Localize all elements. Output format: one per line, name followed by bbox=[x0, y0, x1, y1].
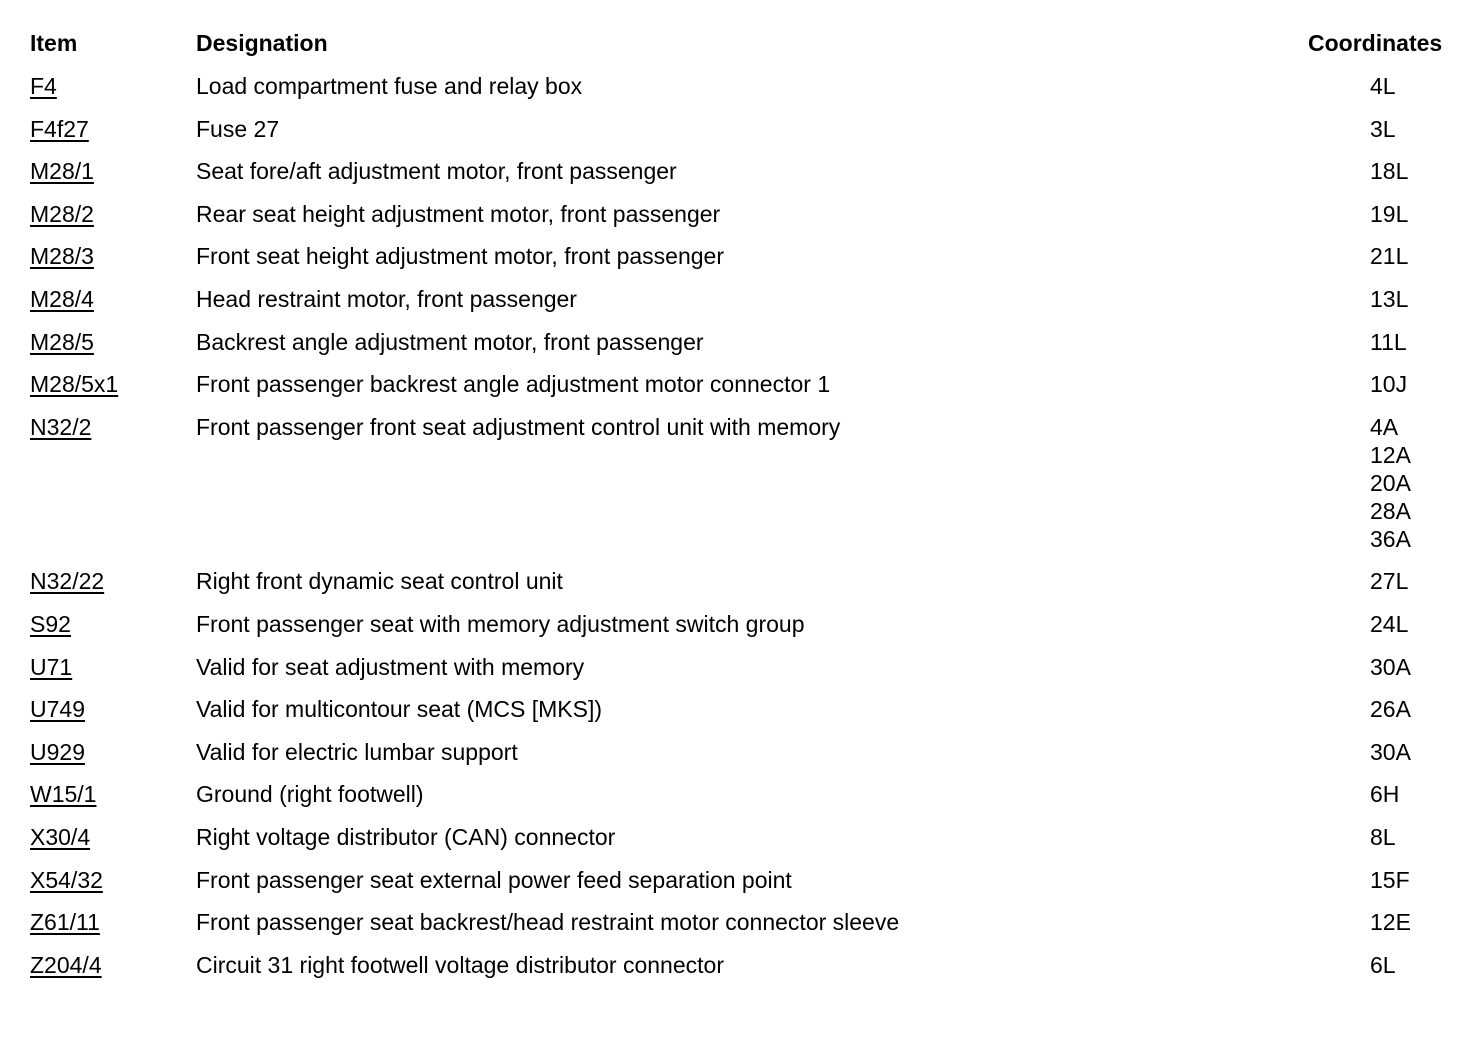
coordinate-value: 28A bbox=[1370, 497, 1411, 524]
coordinates-cell bbox=[1370, 951, 1396, 979]
designation-cell: Right front dynamic seat control unit bbox=[196, 568, 563, 595]
designation-cell: Front passenger seat external power feed separation point bbox=[196, 866, 792, 893]
coordinates-cell bbox=[1370, 72, 1396, 100]
item-link[interactable]: M28/5x1 bbox=[30, 371, 119, 398]
coordinate-value: 21L bbox=[1370, 243, 1409, 270]
item-cell bbox=[30, 610, 71, 638]
coordinates-cell bbox=[1370, 866, 1410, 894]
item-cell bbox=[30, 951, 102, 979]
coordinate-value: 18L bbox=[1370, 158, 1409, 185]
item-link[interactable]: M28/3 bbox=[30, 243, 94, 270]
coordinate-value: 12E bbox=[1370, 909, 1411, 936]
designation-cell: Front passenger front seat adjustment control unit with memory bbox=[196, 413, 841, 440]
designation-cell: Valid for multicontour seat (MCS [MKS]) bbox=[196, 696, 603, 723]
coordinate-value: 30A bbox=[1370, 738, 1411, 765]
item-link[interactable]: N32/2 bbox=[30, 413, 92, 440]
coordinates-cell bbox=[1370, 780, 1399, 808]
coordinates-cell bbox=[1370, 328, 1407, 356]
designation-cell: Front passenger seat backrest/head restraint motor connector sleeve bbox=[196, 909, 900, 936]
item-link[interactable]: M28/5 bbox=[30, 328, 94, 355]
item-cell bbox=[30, 695, 85, 723]
coordinate-value: 20A bbox=[1370, 469, 1411, 496]
designation-cell: Ground (right footwell) bbox=[196, 781, 424, 808]
item-cell bbox=[30, 157, 94, 185]
coordinates-cell bbox=[1370, 653, 1411, 681]
coordinate-value: 19L bbox=[1370, 200, 1409, 227]
item-link[interactable]: N32/22 bbox=[30, 568, 105, 595]
designation-cell: Rear seat height adjustment motor, front passenger bbox=[196, 200, 721, 227]
item-cell bbox=[30, 200, 94, 228]
coordinate-value: 3L bbox=[1370, 115, 1396, 142]
item-cell bbox=[30, 738, 85, 766]
coordinates-cell bbox=[1370, 200, 1408, 228]
item-cell bbox=[30, 567, 104, 595]
coordinate-value: 15F bbox=[1370, 866, 1410, 893]
item-link[interactable]: X54/32 bbox=[30, 866, 103, 893]
item-cell bbox=[30, 866, 103, 894]
designation-cell: Backrest angle adjustment motor, front passenger bbox=[196, 328, 704, 355]
coordinate-value: 30A bbox=[1370, 653, 1411, 680]
coordinates-cell bbox=[1370, 908, 1411, 936]
coordinate-value: 10J bbox=[1370, 371, 1408, 398]
coordinate-value: 4L bbox=[1370, 73, 1396, 99]
coordinate-value: 36A bbox=[1370, 525, 1411, 552]
item-cell bbox=[30, 328, 94, 356]
coordinate-value: 11L bbox=[1370, 328, 1407, 355]
coordinate-value: 4A bbox=[1370, 413, 1399, 440]
coordinates-cell bbox=[1370, 610, 1408, 638]
coordinates-cell bbox=[1370, 738, 1411, 766]
item-cell bbox=[30, 413, 91, 441]
designation-cell: Valid for electric lumbar support bbox=[196, 738, 518, 765]
designation-cell: Fuse 27 bbox=[196, 115, 280, 142]
coordinate-value: 27L bbox=[1370, 568, 1409, 595]
header-designation: Designation bbox=[196, 30, 328, 56]
item-cell bbox=[30, 285, 94, 313]
designation-cell: Front passenger seat with memory adjustment switch group bbox=[196, 611, 805, 637]
item-cell bbox=[30, 72, 57, 100]
item-cell bbox=[30, 115, 89, 143]
item-link[interactable]: U929 bbox=[30, 738, 85, 765]
designation-cell: Valid for seat adjustment with memory bbox=[196, 653, 585, 680]
designation-cell: Head restraint motor, front passenger bbox=[196, 286, 577, 312]
designation-cell: Circuit 31 right footwell voltage distributor connector bbox=[196, 951, 724, 978]
item-link[interactable]: M28/1 bbox=[30, 158, 94, 185]
designation-cell: Seat fore/aft adjustment motor, front passenger bbox=[196, 158, 677, 185]
coordinates-cell bbox=[1370, 157, 1408, 185]
item-link[interactable]: U749 bbox=[30, 696, 85, 723]
coordinate-value: 6L bbox=[1370, 951, 1396, 978]
item-cell bbox=[30, 653, 72, 681]
coordinate-value: 26A bbox=[1370, 696, 1411, 723]
coordinates-cell bbox=[1370, 823, 1396, 851]
item-link[interactable]: W15/1 bbox=[30, 781, 97, 808]
designation-cell: Load compartment fuse and relay box bbox=[196, 73, 583, 99]
coordinate-value: 8L bbox=[1370, 824, 1396, 850]
designation-cell: Right voltage distributor (CAN) connector bbox=[196, 824, 616, 850]
coordinates-cell bbox=[1370, 115, 1396, 143]
coordinates-cell bbox=[1370, 285, 1408, 313]
designation-cell: Front passenger backrest angle adjustment motor connector 1 bbox=[196, 371, 831, 398]
coordinates-cell bbox=[1370, 695, 1411, 723]
item-link[interactable]: S92 bbox=[30, 611, 71, 637]
designation-cell: Front seat height adjustment motor, front passenger bbox=[196, 243, 725, 270]
item-link[interactable]: Z61/11 bbox=[30, 909, 100, 936]
item-cell bbox=[30, 780, 96, 808]
item-link[interactable]: F4 bbox=[30, 73, 57, 99]
item-cell bbox=[30, 242, 94, 270]
coordinates-cell bbox=[1370, 370, 1407, 398]
item-link[interactable]: U71 bbox=[30, 653, 73, 680]
item-link[interactable]: M28/4 bbox=[30, 286, 94, 312]
item-link[interactable]: F4f27 bbox=[30, 115, 89, 142]
coordinate-value: 24L bbox=[1370, 611, 1409, 637]
coordinates-cell bbox=[1370, 413, 1411, 553]
item-cell bbox=[30, 908, 100, 936]
coordinate-value: 6H bbox=[1370, 781, 1400, 808]
coordinate-value: 13L bbox=[1370, 286, 1409, 312]
header-coordinates: Coordinates bbox=[1308, 30, 1443, 56]
coordinates-cell bbox=[1370, 567, 1408, 595]
header-item: Item bbox=[30, 30, 78, 56]
coordinates-cell bbox=[1370, 242, 1408, 270]
item-cell bbox=[30, 370, 118, 398]
item-link[interactable]: M28/2 bbox=[30, 200, 94, 227]
item-cell bbox=[30, 823, 90, 851]
coordinate-value: 12A bbox=[1370, 441, 1411, 468]
item-link[interactable]: X30/4 bbox=[30, 824, 91, 850]
item-link[interactable]: Z204/4 bbox=[30, 951, 102, 978]
